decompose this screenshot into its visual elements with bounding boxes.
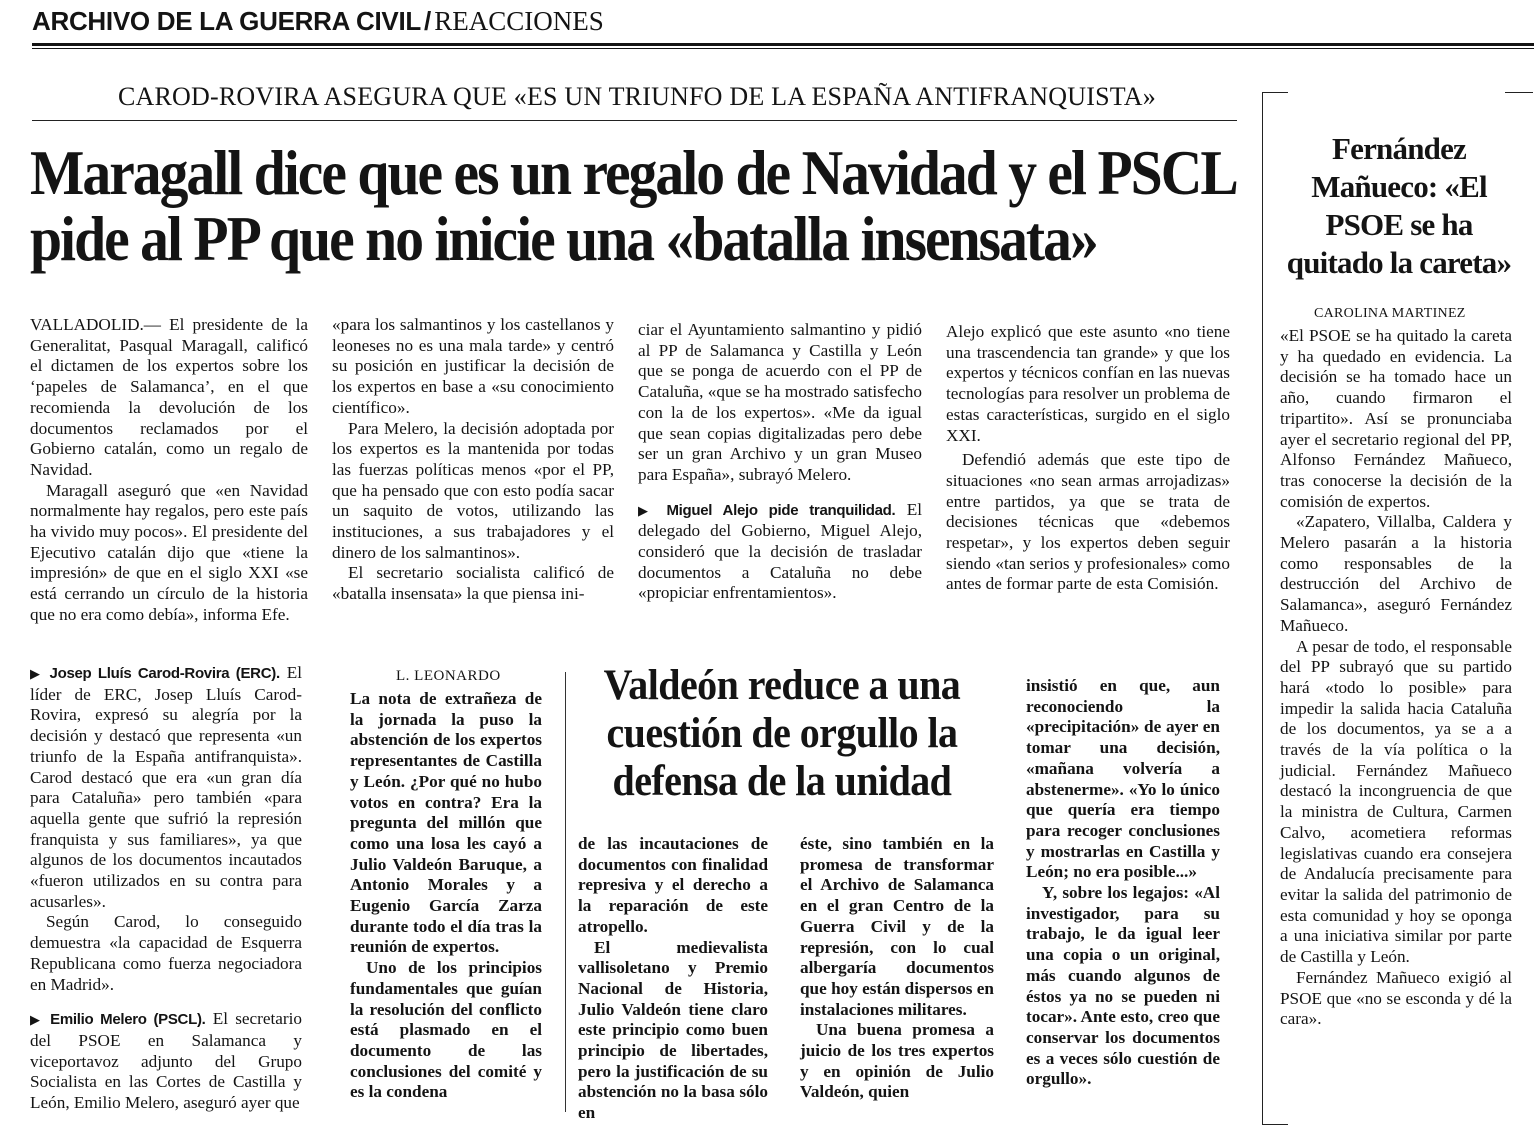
paragraph — [638, 500, 922, 605]
paragraph: ciar el Ayuntamiento salmantino y pidió al PP de Salamanca y Castilla y León que se ponga de acuerdo con el PP de Cataluña, «que se ha mostrado satisfecho con la de los expertos». «Me da igual que sean copias digitalizadas pero debe ser un gran Archivo y un gran Museo para España», subrayó Melero. — [638, 320, 922, 484]
paragraph: «El PSOE se ha quitado la careta y ha quedado en evidencia. La decisión se ha tomado hace un año, cuando firmaron el tripartito». Así se pronunciaba ayer el secretario regional del PP, Alfonso Fernández Mañueco, tras conocerse la decisión de la comisión de expertos. — [1280, 326, 1512, 511]
paragraph: El medievalista vallisoletano y Premio Nacional de Historia, Julio Valdeón tiene claro este principio como buen principio de libertades, pero la justificación de su abstención no la basa sólo en — [578, 937, 768, 1123]
paragraph: VALLADOLID.— El presidente de la Generalitat, Pasqual Maragall, calificó el dictamen de los expertos sobre los ‘papeles de Salamanca’, en el que recomienda la devolución de los documentos reclamados por el Gobierno catalán, como un regalo de Navidad. — [30, 315, 308, 479]
paragraph-text: El secretario del PSOE en Salamanca y viceportavoz adjunto del Grupo Socialista en las Cortes de Castilla y León, Emilio Melero, aseguró ayer que — [30, 1009, 303, 1113]
byline: L. LEONARDO — [396, 668, 501, 684]
kicker-rule — [32, 120, 1237, 121]
paragraph: Fernández Mañueco exigió al PSOE que «no se esconda y dé la cara». — [1280, 967, 1512, 1029]
paragraph: La nota de extrañeza de la jornada la puso la abstención de los expertos representantes de Castilla y León. ¿Por qué no hubo votos en contra? Era la pregunta del millón que como una losa les cayó a Julio Valdeón Baruque, a Antonio Morales y a Eugenio García Zarza durante todo el día tras la reunión de expertos. — [350, 689, 542, 957]
triangle-right-icon: ▶ — [30, 666, 43, 681]
paragraph: Alejo explicó que este asunto «no tiene una trascendencia tan grande» y que los expertos y técnicos confían en las nuevas tecnologías para resolver un problema de estas características, surgido en el siglo XXI. — [946, 322, 1230, 445]
sidebar-frame-tick — [1262, 1124, 1288, 1125]
section-header — [32, 6, 604, 42]
article-column-6 — [350, 689, 542, 1103]
main-headline — [30, 137, 1237, 274]
subsection-lead: Miguel Alejo pide tranquilidad. — [666, 501, 896, 519]
section-topic: REACCIONES — [434, 6, 604, 36]
article-column-7 — [578, 834, 768, 1124]
section-name: ARCHIVO DE LA GUERRA CIVIL — [32, 6, 421, 36]
subsection-lead: Emilio Melero (PSCL). — [50, 1011, 206, 1029]
sidebar-frame-tick — [1262, 92, 1288, 93]
column-rule — [565, 672, 566, 1112]
sidebar-column — [1280, 326, 1512, 1030]
paragraph: Uno de los principios fundamentales que guían la resolución del conflicto está plasmado en el documento de las conclusiones del comité y es la condena — [350, 958, 542, 1102]
paragraph: «Zapatero, Villalba, Caldera y Melero pasarán a la historia como responsables de la destrucción del Archivo de Salamanca», aseguró Fernández Mañueco. — [1280, 512, 1512, 635]
header-rule-thin — [32, 48, 1534, 49]
article-column-8 — [800, 834, 994, 1103]
sidebar-byline: CAROLINA MARTINEZ — [1314, 306, 1466, 321]
subsection-lead: Josep Lluís Carod-Rovira (ERC). — [49, 665, 280, 682]
kicker: CAROD-ROVIRA ASEGURA QUE «ES UN TRIUNFO DE LA ESPAÑA ANTIFRANQUISTA» — [118, 82, 1156, 111]
paragraph — [30, 663, 302, 912]
article-column-9 — [1026, 676, 1220, 1090]
paragraph: Maragall aseguró que «en Navidad normalmente hay regalos, pero este país ha vivido muy pocos». El presidente del Ejecutivo catalán dijo que «tiene la impresión» de que en el siglo XXI «se está cerrando un círculo de la historia que no era como debía», informa Efe. — [30, 480, 308, 624]
paragraph-text: El líder de ERC, Josep Lluís Carod-Rovira, expresó su alegría por la decisión y destacó que representa «un triunfo de la España antifranquista». Carod destacó que era «un gran día para Cataluña» pero también «para aquella gente que sufrió la represión franquista y sus familiares», ya que algunos de los documentos incautados «fueron utilizados en su contra para acusarles». — [30, 663, 303, 911]
section-separator: / — [423, 6, 432, 36]
triangle-right-icon: ▶ — [638, 502, 656, 518]
sidebar-frame-left — [1262, 92, 1263, 1124]
article-column-3 — [638, 320, 922, 604]
paragraph: Según Carod, lo conseguido demuestra «la capacidad de Esquerra Republicana como fuerza negociadora en Madrid». — [30, 912, 302, 994]
header-rule — [32, 43, 1534, 46]
paragraph: insistió en que, aun reconociendo la «precipitación» de ayer en tomar una decisión, «mañana volvería a abstenerme». «Yo lo único que quería era tiempo para recoger conclusiones y mostrarlas en Castilla y León; no era posible...» — [1026, 676, 1220, 882]
paragraph: Una buena promesa a juicio de los tres expertos y en opinión de Julio Valdeón, quien — [800, 1020, 994, 1102]
paragraph: «para los salmantinos y los castellanos y leoneses no es una mala tarde» y centró su posición en justificar la decisión de los expertos en base a «su conocimiento científico». — [332, 315, 614, 417]
paragraph: A pesar de todo, el responsable del PP subrayó que su partido hará «todo lo posible» para impedir la salida hacia Cataluña de los documentos, ya se a a través de la vía política o la judicial. Fernández Mañueco destacó la incongruencia de que la ministra de Cultura, Carmen Calvo, acometiera reformas legislativas cuando era consejera de Andalucía precisamente para evitar la salida del patrimonio de esta comunidad y hoy se oponga a una iniciativa similar por parte de Castilla y León. — [1280, 636, 1512, 967]
paragraph: éste, sino también en la promesa de transformar el Archivo de Salamanca en el gran Centro de la Guerra Civil y de la represión, con lo cual albergaría documentos que hoy están dispersos en instalaciones militares. — [800, 834, 994, 1019]
paragraph: Y, sobre los legajos: «Al investigador, para su trabajo, le da igual leer una copia o un original, más cuando algunos de éstos ya no se pueden ni tocar». Ante esto, creo que conservar los documentos es a veces sólo cuestión de orgullo». — [1026, 883, 1220, 1089]
article-column-5 — [30, 663, 302, 1114]
secondary-headline: Valdeón reduce a una cuestión de orgullo la defensa de la unidad — [603, 662, 961, 805]
article-column-4 — [946, 322, 1230, 595]
paragraph: El secretario socialista calificó de «batalla insensata» la que piensa ini- — [332, 563, 614, 604]
sidebar-headline: Fernández Mañueco: «El PSOE se ha quitado la careta» — [1286, 131, 1512, 280]
paragraph: Defendió además que este tipo de situaciones «no sean armas arrojadizas» entre partidos, ya que se trata de decisiones técnicas que «debemos respetar», y los expertos deben seguir siendo «tan serios y profesionales» como antes de formar parte de esta Comisión. — [946, 450, 1230, 594]
paragraph: de las incautaciones de documentos con finalidad represiva y el derecho a la reparación de este atropello. — [578, 834, 768, 936]
triangle-right-icon: ▶ — [30, 1012, 43, 1028]
headline-line-2: pide al PP que no inicie una «batalla insensata» — [30, 203, 1097, 274]
sidebar-frame-tick — [1505, 92, 1533, 93]
headline-line-1: Maragall dice que es un regalo de Navidad y el PSCL — [30, 137, 1237, 208]
article-column-1 — [30, 315, 308, 626]
paragraph-text: El delegado del Gobierno, Miguel Alejo, consideró que la decisión de trasladar documentos a Cataluña no debe «propiciar enfrentamientos». — [638, 499, 922, 603]
paragraph: Para Melero, la decisión adoptada por los expertos es la mantenida por todas las fuerzas políticas menos «por el PP, que ha pensado que con esto podía sacar un saquito de votos, utilizando las instituciones, a sus trabajadores y el dinero de los salmantinos». — [332, 418, 614, 562]
paragraph — [30, 1009, 302, 1114]
article-column-2 — [332, 315, 614, 605]
